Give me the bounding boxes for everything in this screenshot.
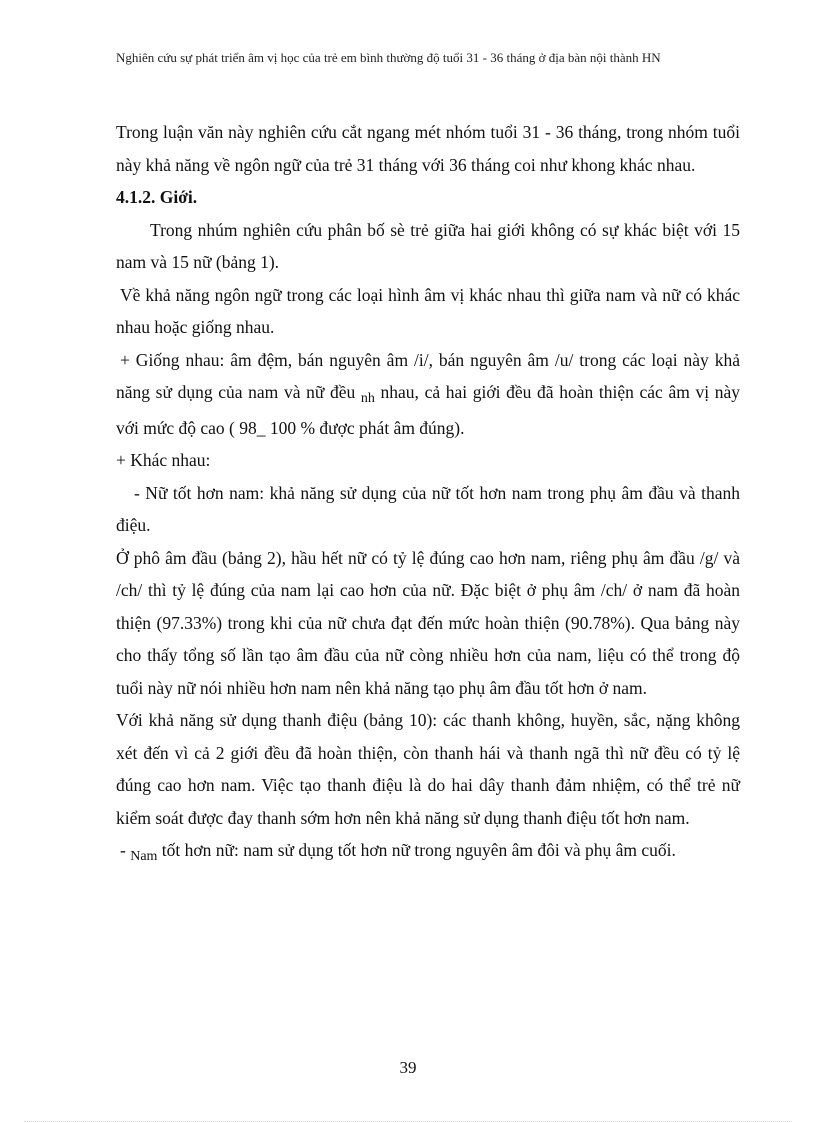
similarities-text-small: nh (360, 391, 375, 406)
similarities-text-start: + Giống nhau: âm đệm, bán nguyên âm /i/, bán nguyên âm /u/ trong các loại này khả năng sử dụng của nam và nữ đều (116, 349, 740, 402)
section-heading: 4.1.2. Giới. (116, 187, 198, 207)
paragraph-female-better: - Nữ tốt hơn nam: khả năng sử dụng của nữ tốt hơn nam trong phụ âm đầu và thanh điệu. (116, 482, 740, 535)
male-better-dash: - (120, 840, 131, 860)
paragraph-differences-label: + Khác nhau: (116, 450, 211, 470)
paragraph-intro: Trong luận văn này nghiên cứu cắt ngang mét nhóm tuổi 31 - 36 tháng, trong nhóm tuổi này khả năng về ngôn ngữ của trẻ 31 tháng với 36 tháng coi như khong khác nhau. (116, 122, 740, 175)
male-better-text: tốt hơn nữ: nam sử dụng tốt hơn nữ trong nguyên âm đôi và phụ âm cuối. (157, 840, 676, 860)
page-number: 39 (399, 1058, 417, 1077)
similarities-text-end: nhau, cả hai giới đều đã hoàn thiện các âm vị này với mức độ cao ( 98_ 100 % được phát âm đúng). (116, 382, 740, 438)
footer-divider (24, 1121, 792, 1122)
paragraph-language-ability: Về khả năng ngôn ngữ trong các loại hình âm vị khác nhau thì giữa nam và nữ có khác nhau hoặc giống nhau. (116, 284, 740, 337)
paragraph-gender-distribution: Trong nhúm nghiên cứu phân bố sè trẻ giữa hai giới không có sự khác biệt với 15 nam và 15 nữ (bảng 1). (116, 219, 740, 272)
paragraph-tones: Với khả năng sử dụng thanh điệu (bảng 10): các thanh không, huyền, sắc, nặng không xét đến vì cả 2 giới đều đã hoàn thiện, còn thanh hái và thanh ngã thì nữ đều có tỷ lệ đúng cao hơn nam. Việc tạo thanh điệu là do hai dây thanh đảm nhiệm, có thể trẻ nữ kiểm soát được đay thanh sớm hơn nên khả năng sử dụng thanh điệu tốt hơn nam. (116, 710, 740, 828)
paragraph-male-better (116, 834, 740, 870)
paragraph-initial-consonants: Ở phô âm đầu (bảng 2), hầu hết nữ có tỷ lệ đúng cao hơn nam, riêng phụ âm đầu /g/ và /ch/ thì tỷ lệ đúng của nam lại cao hơn của nữ. Đặc biệt ở phụ âm /ch/ ở nam đã hoàn thiện (97.33%) trong khi của nữ chưa đạt đến mức hoàn thiện (90.78%). Qua bảng này cho thấy tổng số lần tạo âm đầu của nữ còng nhiều hơn của nam, liệu có thể trong độ tuổi này nữ nói nhiều hơn nam nên khả năng tạo phụ âm đầu tốt hơn ở nam. (116, 547, 740, 698)
running-header: Nghiên cứu sự phát triển âm vị học của trẻ em bình thường độ tuổi 31 - 36 tháng ở địa bàn nội thành HN (116, 50, 661, 65)
document-body (116, 116, 740, 870)
male-better-small: Nam (130, 849, 158, 864)
paragraph-similarities (116, 344, 740, 445)
